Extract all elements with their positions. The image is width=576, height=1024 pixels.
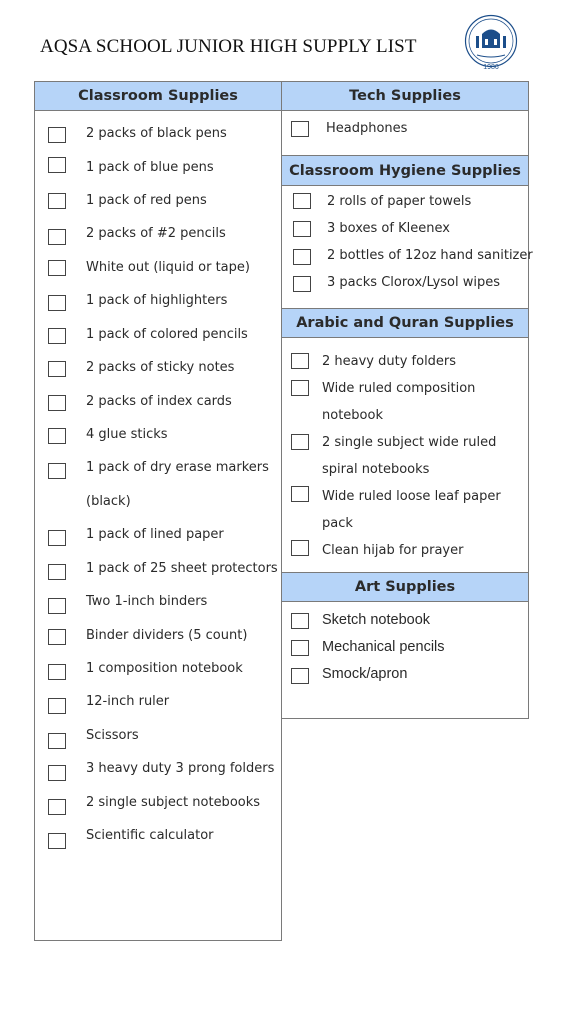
classroom-supplies-header: Classroom Supplies xyxy=(34,81,282,111)
hygiene-item-text: 3 boxes of Kleenex xyxy=(327,221,450,236)
classroom-item-text: 4 glue sticks xyxy=(86,427,168,442)
classroom-item-checkbox[interactable] xyxy=(48,733,66,749)
classroom-item-checkbox[interactable] xyxy=(48,295,66,311)
classroom-item-text: 12-inch ruler xyxy=(86,694,170,709)
arabic-quran-supplies-header: Arabic and Quran Supplies xyxy=(281,308,529,338)
classroom-item-checkbox[interactable] xyxy=(48,328,66,344)
classroom-item-text: 1 composition notebook xyxy=(86,661,243,676)
classroom-item-text: 1 pack of red pens xyxy=(86,193,207,208)
classroom-item-checkbox[interactable] xyxy=(48,598,66,614)
art-item-text: Mechanical pencils xyxy=(322,639,445,655)
classroom-item-checkbox[interactable] xyxy=(48,193,66,209)
arabic-item-text: 2 single subject wide ruled xyxy=(322,435,497,450)
classroom-item-checkbox[interactable] xyxy=(48,629,66,645)
classroom-item-checkbox[interactable] xyxy=(48,127,66,143)
tech-supplies-header: Tech Supplies xyxy=(281,81,529,111)
classroom-item-checkbox[interactable] xyxy=(48,395,66,411)
hygiene-supplies-header: Classroom Hygiene Supplies xyxy=(281,155,529,186)
classroom-item-text: 3 heavy duty 3 prong folders xyxy=(86,761,275,776)
classroom-item-checkbox[interactable] xyxy=(48,664,66,680)
classroom-item-text: 2 packs of sticky notes xyxy=(86,360,235,375)
arabic-item-checkbox[interactable] xyxy=(291,486,309,502)
classroom-item-checkbox[interactable] xyxy=(48,361,66,377)
art-supplies-header: Art Supplies xyxy=(281,572,529,602)
classroom-item-text: 2 packs of index cards xyxy=(86,394,232,409)
arabic-item-text: pack xyxy=(322,516,353,531)
hygiene-item-checkbox[interactable] xyxy=(293,221,311,237)
arabic-item-text: Wide ruled loose leaf paper xyxy=(322,489,501,504)
classroom-item-text: 2 packs of black pens xyxy=(86,126,227,141)
hygiene-item-checkbox[interactable] xyxy=(293,249,311,265)
art-item-text: Sketch notebook xyxy=(322,612,431,628)
hygiene-item-text: 3 packs Clorox/Lysol wipes xyxy=(327,275,501,290)
classroom-item-text: 2 single subject notebooks xyxy=(86,795,261,810)
classroom-item-checkbox[interactable] xyxy=(48,765,66,781)
classroom-item-text: 1 pack of 25 sheet protectors xyxy=(86,561,278,576)
classroom-item-text: 1 pack of dry erase markers xyxy=(86,460,269,475)
classroom-item-checkbox[interactable] xyxy=(48,698,66,714)
classroom-item-text: Scientific calculator xyxy=(86,828,214,843)
arabic-item-checkbox[interactable] xyxy=(291,540,309,556)
tech-item-checkbox[interactable] xyxy=(291,121,309,137)
classroom-item-checkbox[interactable] xyxy=(48,428,66,444)
arabic-item-text: spiral notebooks xyxy=(322,462,430,477)
art-item-checkbox[interactable] xyxy=(291,668,309,684)
art-item-text: Smock/apron xyxy=(322,666,408,682)
classroom-item-text: Scissors xyxy=(86,728,139,743)
arabic-item-text: Clean hijab for prayer xyxy=(322,543,464,558)
arabic-item-text: 2 heavy duty folders xyxy=(322,354,457,369)
classroom-item-text: 1 pack of lined paper xyxy=(86,527,224,542)
classroom-item-checkbox[interactable] xyxy=(48,564,66,580)
hygiene-item-checkbox[interactable] xyxy=(293,276,311,292)
classroom-item-checkbox[interactable] xyxy=(48,530,66,546)
classroom-item-text: 2 packs of #2 pencils xyxy=(86,226,226,241)
classroom-item-text: Binder dividers (5 count) xyxy=(86,628,248,643)
page-title: AQSA SCHOOL JUNIOR HIGH SUPPLY LIST xyxy=(40,36,417,57)
classroom-item-text: 1 pack of colored pencils xyxy=(86,327,248,342)
classroom-item-text: (black) xyxy=(86,494,131,509)
art-item-checkbox[interactable] xyxy=(291,613,309,629)
arabic-item-text: Wide ruled composition xyxy=(322,381,476,396)
logo-year: 1986 xyxy=(483,64,499,71)
classroom-item-checkbox[interactable] xyxy=(48,799,66,815)
hygiene-item-checkbox[interactable] xyxy=(293,193,311,209)
classroom-item-text: 1 pack of blue pens xyxy=(86,160,214,175)
classroom-item-checkbox[interactable] xyxy=(48,229,66,245)
classroom-item-text: White out (liquid or tape) xyxy=(86,260,250,275)
classroom-item-checkbox[interactable] xyxy=(48,260,66,276)
tech-item-text: Headphones xyxy=(326,121,408,136)
hygiene-item-text: 2 rolls of paper towels xyxy=(327,194,472,209)
arabic-item-text: notebook xyxy=(322,408,383,423)
arabic-item-checkbox[interactable] xyxy=(291,380,309,396)
classroom-item-checkbox[interactable] xyxy=(48,833,66,849)
hygiene-item-text: 2 bottles of 12oz hand sanitizer xyxy=(327,248,533,263)
classroom-item-text: Two 1-inch binders xyxy=(86,594,208,609)
classroom-item-text: 1 pack of highlighters xyxy=(86,293,228,308)
arabic-item-checkbox[interactable] xyxy=(291,434,309,450)
arabic-item-checkbox[interactable] xyxy=(291,353,309,369)
art-item-checkbox[interactable] xyxy=(291,640,309,656)
classroom-item-checkbox[interactable] xyxy=(48,463,66,479)
classroom-item-checkbox[interactable] xyxy=(48,157,66,173)
